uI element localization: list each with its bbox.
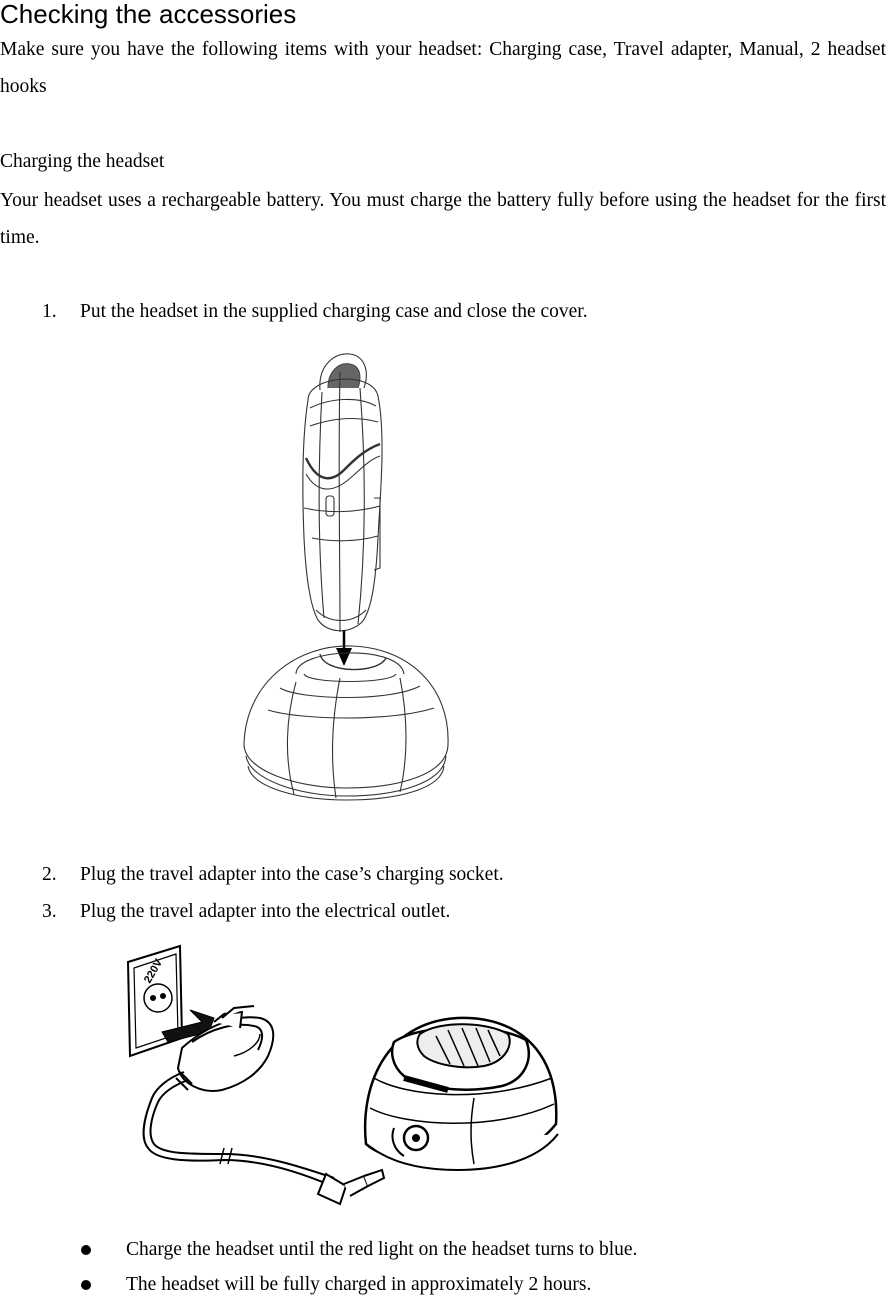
step-1-number: 1. [42, 301, 57, 322]
step-1-text: Put the headset in the supplied charging case and close the cover. [80, 301, 588, 322]
step-2-text: Plug the travel adapter into the case’s charging socket. [80, 864, 504, 885]
bullet-marker [81, 1245, 91, 1255]
page-title: Checking the accessories [0, 0, 297, 29]
step-3-number: 3. [42, 901, 57, 922]
bullet-marker [81, 1280, 91, 1290]
adapter-outlet-illustration [64, 938, 574, 1218]
section-title-charging: Charging the headset [0, 151, 165, 172]
charging-paragraph: Your headset uses a rechargeable battery. You must charge the battery fully before using the headset for the first time. [0, 190, 886, 248]
outlet-voltage-label: 220V [141, 957, 166, 986]
bullet-text-1: Charge the headset until the red light on the headset turns to blue. [126, 1239, 638, 1260]
step-2-number: 2. [42, 864, 57, 885]
accessories-paragraph: Make sure you have the following items with your headset: Charging case, Travel adapter, Manual, 2 headset hooks [0, 39, 886, 97]
step-3-text: Plug the travel adapter into the electrical outlet. [80, 901, 451, 922]
bullet-text-2: The headset will be fully charged in approximately 2 hours. [126, 1274, 592, 1295]
headset-charging-illustration [240, 348, 460, 803]
